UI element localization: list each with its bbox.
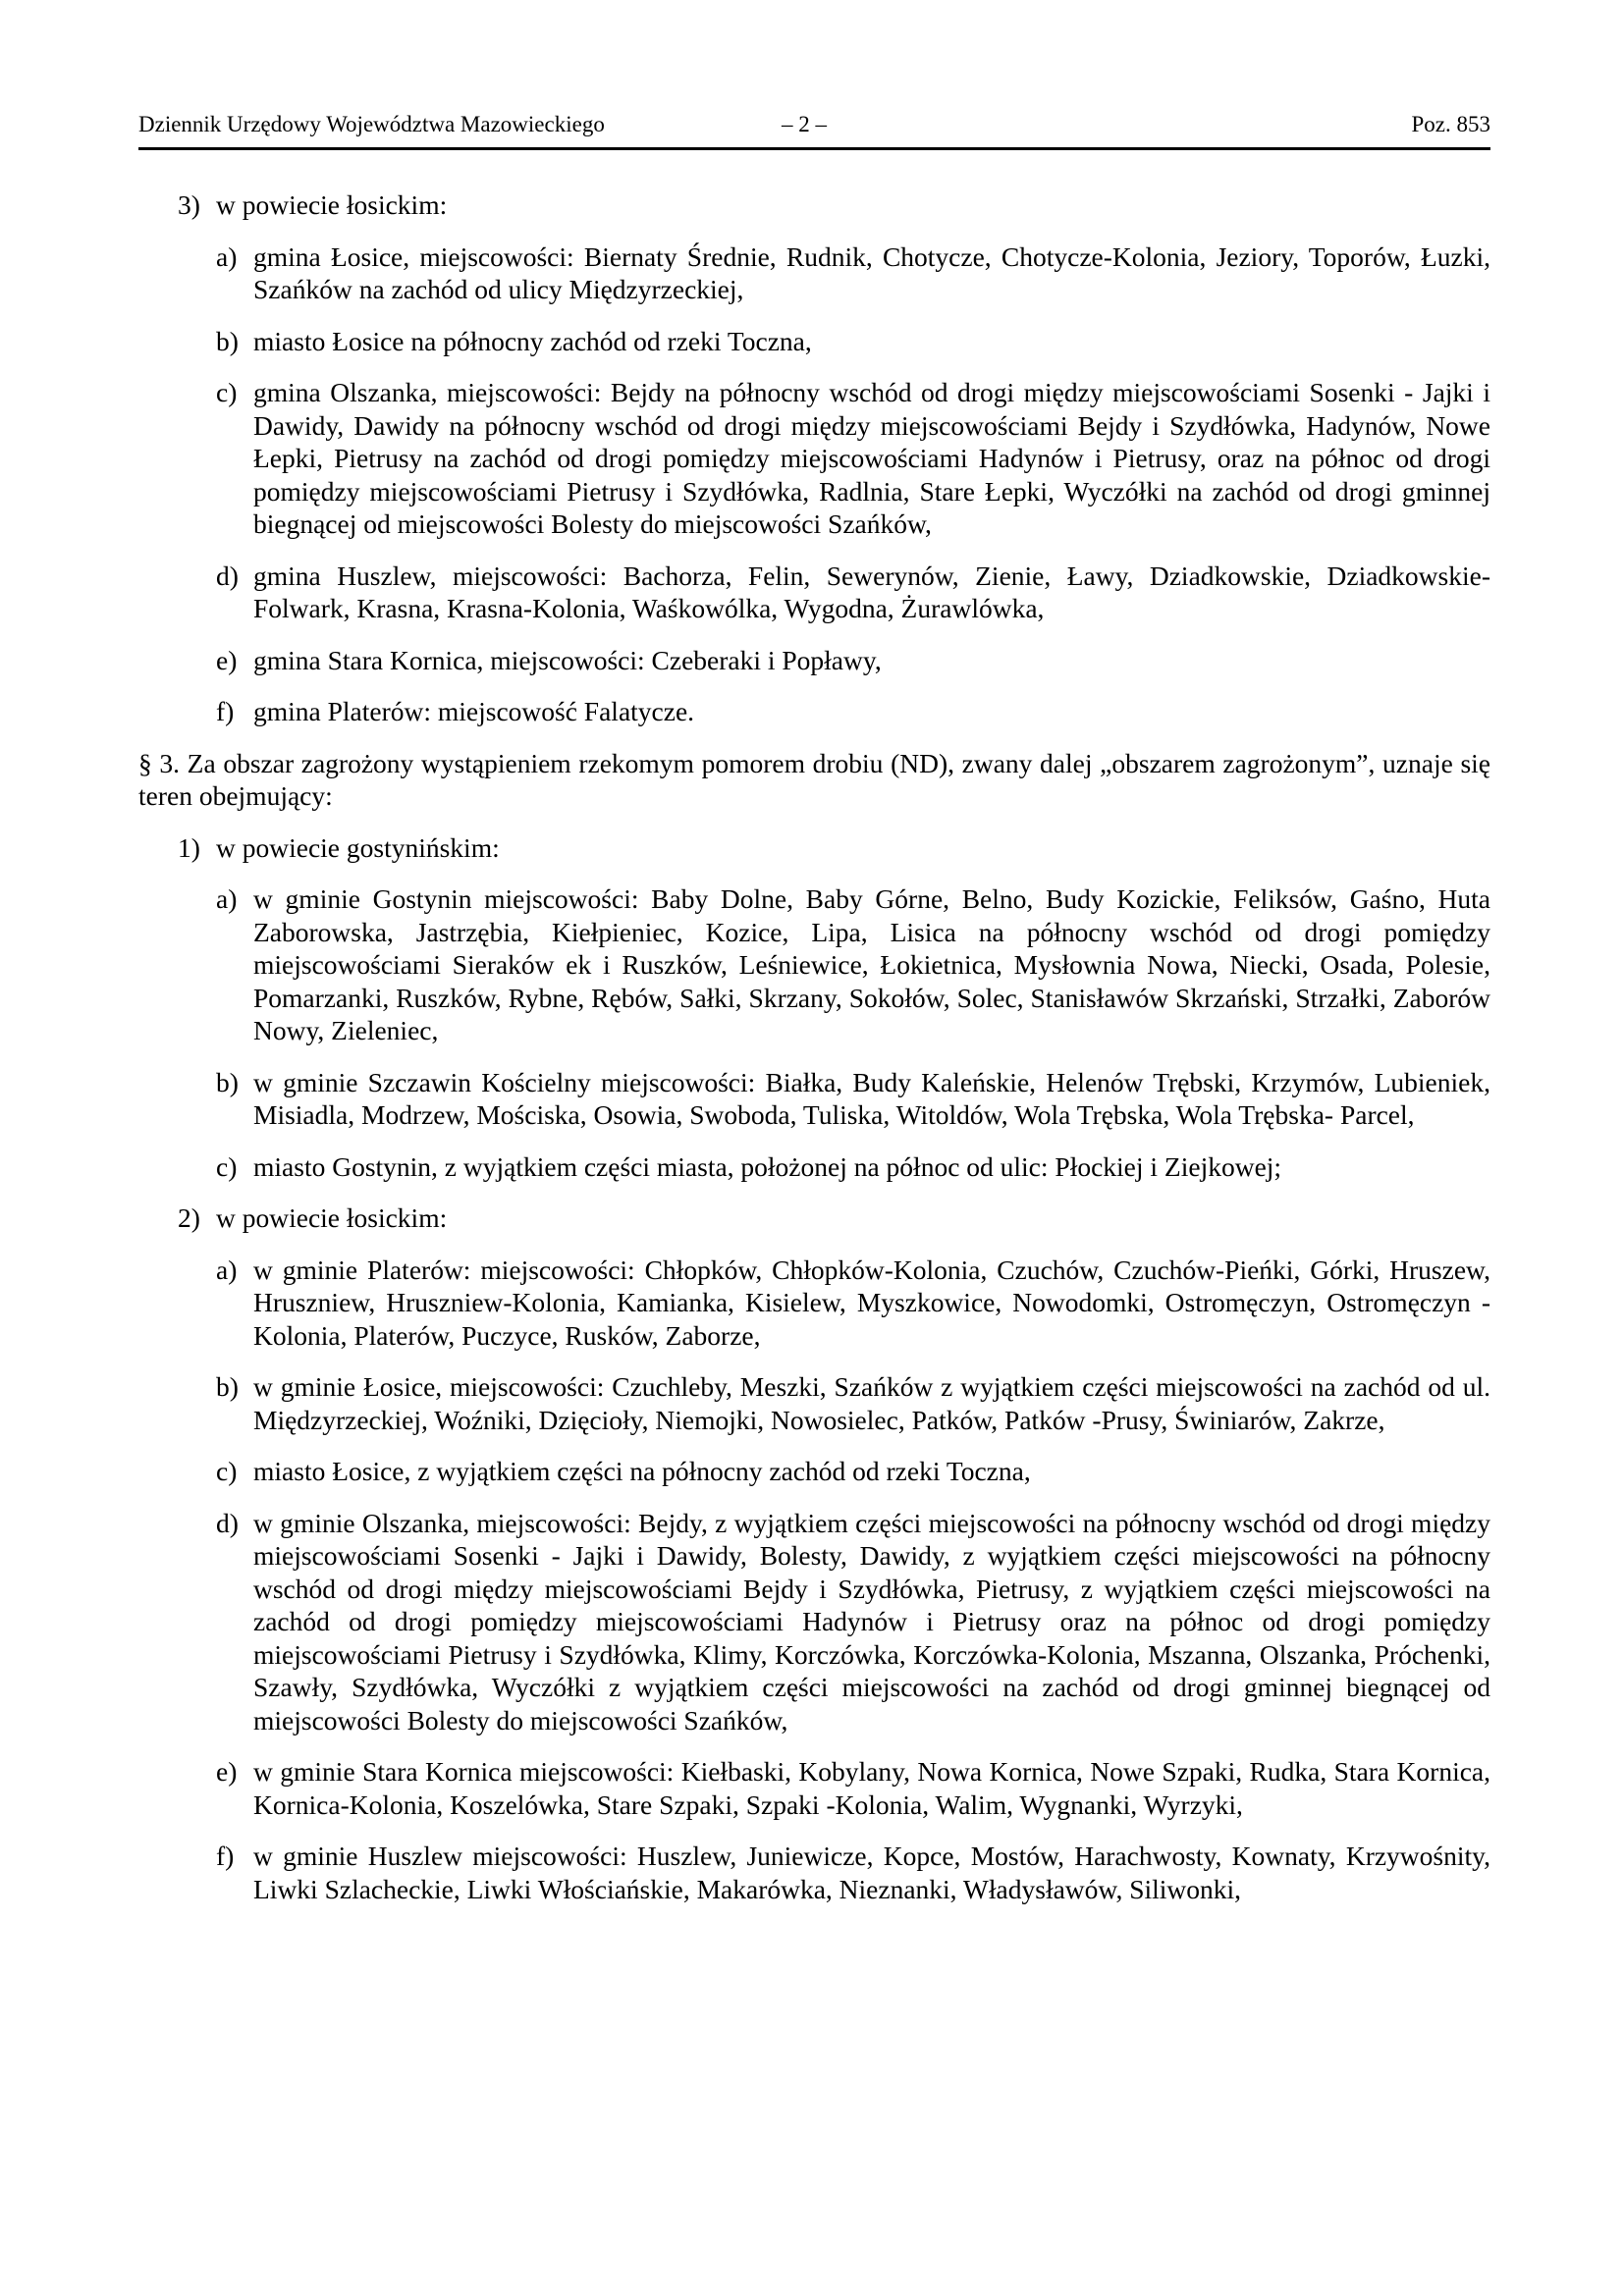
list-item: d) gmina Huszlew, miejscowości: Bachorza, Felin, Sewerynów, Zienie, Ławy, Dziadkowskie, Dziadkowskie-Folwark, Krasna, Krasna-Kolonia, Waśkowólka, Wygodna, Żurawlówka, (216, 560, 1490, 623)
list-item: b) miasto Łosice na północny zachód od rzeki Toczna, (216, 325, 812, 356)
list-item: f) gmina Platerów: miejscowość Falatycze. (216, 696, 695, 726)
list-item: f) w gminie Huszlew miejscowości: Huszlew, Juniewicze, Kopce, Mostów, Harachwosty, Kownaty, Krzywośnity, Liwki Szlacheckie, Liwki Włościańskie, Makarówka, Nieznanki, Władysławów, Siliwonki, (216, 1841, 1490, 1904)
list-item: c) miasto Łosice, z wyjątkiem części na północny zachód od rzeki Toczna, (216, 1456, 1031, 1486)
list-item: a) w gminie Platerów: miejscowości: Chłopków, Chłopków-Kolonia, Czuchów, Czuchów-Pieńki, Górki, Hruszew, Hruszniew, Hruszniew-Kolonia, Kamianka, Kisielew, Myszkowice, Nowodomki, Ostromęczyn, Ostromęczyn -Kolonia, Platerów, Puczyce, Rusków, Zaborze, (216, 1254, 1490, 1351)
list-item: 3) w powiecie łosickim: (178, 189, 448, 220)
journal-title: Dziennik Urzędowy Województwa Mazowieckiego (138, 112, 605, 136)
list-item: b) w gminie Łosice, miejscowości: Czuchleby, Meszki, Szańków z wyjątkiem części miejscowości na zachód od ul. Międzyrzeckiej, Woźniki, Dzięcioły, Niemojki, Nowosielec, Patków, Patków -Prusy, Świniarów, Zakrze, (216, 1371, 1490, 1435)
header-rule (138, 147, 1490, 150)
list-item: c) gmina Olszanka, miejscowości: Bejdy na północny wschód od drogi między miejscowościami Sosenki - Jajki i Dawidy, Dawidy na północny wschód od drogi między miejscowościami Bejdy i Szydłówka, Hadynów, Nowe Łepki, Pietrusy na zachód od drogi pomiędzy miejscowościami Hadynów i Pietrusy, oraz na północ od drogi pomiędzy miejscowościami Pietrusy i Szydłówka, Radlnia, Stare Łepki, Wyczółki na zachód od drogi gminnej biegnącej od miejscowości Bolesty do miejscowości Szańków, (216, 377, 1490, 539)
page-number: – 2 – (782, 112, 827, 136)
list-item: c) miasto Gostynin, z wyjątkiem części miasta, położonej na północ od ulic: Płockiej i Ziejkowej; (216, 1150, 1282, 1182)
list-item: a) gmina Łosice, miejscowości: Biernaty Średnie, Rudnik, Chotycze, Chotycze-Kolonia, Jeziory, Toporów, Łuzki, Szańków na zachód od ulicy Międzyrzeckiej, (216, 240, 1490, 304)
list-item: d) w gminie Olszanka, miejscowości: Bejdy, z wyjątkiem części miejscowości na północny wschód od drogi między miejscowościami Sosenki - Jajki i Dawidy, Bolesty, Dawidy, z wyjątkiem części miejscowości na północny wschód od drogi między miejscowościami Bejdy i Szydłówka, Pietrusy, z wyjątkiem części miejscowości na zachód od drogi pomiędzy miejscowościami Hadynów i Pietrusy oraz na północ od drogi pomiędzy miejscowościami Pietrusy i Szydłówka, Klimy, Korczówka, Korczówka-Kolonia, Mszanna, Olszanka, Próchenki, Szawły, Szydłówka, Wyczółki z wyjątkiem części miejscowości na zachód od drogi gminnej biegnącej od miejscowości Bolesty do miejscowości Szańków, (216, 1507, 1490, 1735)
list-item: a) w gminie Gostynin miejscowości: Baby Dolne, Baby Górne, Belno, Budy Kozickie, Feliksów, Gaśno, Huta Zaborowska, Jastrzębia, Kiełpieniec, Kozice, Lipa, Lisica na północny wschód od drogi pomiędzy miejscowościami Sieraków ek i Ruszków, Leśniewice, Łokietnica, Mysłownia Nowa, Niecki, Osada, Polesie, Pomarzanki, Ruszków, Rybne, Rębów, Sałki, Skrzany, Sokołów, Solec, Stanisławów Skrzański, Strzałki, Zaborów Nowy, Zieleniec, (216, 883, 1490, 1045)
list-item: e) w gminie Stara Kornica miejscowości: Kiełbaski, Kobylany, Nowa Kornica, Nowe Szpaki, Rudka, Stara Kornica, Kornica-Kolonia, Koszelówka, Stare Szpaki, Szpaki -Kolonia, Walim, Wygnanki, Wyrzyki, (216, 1756, 1490, 1820)
list-item: e) gmina Stara Kornica, miejscowości: Czeberaki i Popławy, (216, 644, 882, 675)
list-item: 1) w powiecie gostynińskim: (178, 831, 500, 863)
section-paragraph: § 3. Za obszar zagrożony wystąpieniem rzekomym pomorem drobiu (ND), zwany dalej „obszarem zagrożonym”, uznaje się teren obejmujący: (138, 747, 1490, 811)
position-number: Poz. 853 (1411, 112, 1490, 136)
list-item: b) w gminie Szczawin Kościelny miejscowości: Białka, Budy Kaleńskie, Helenów Trębski, Krzymów, Lubieniek, Misiadla, Modrzew, Mościska, Osowia, Swoboda, Tuliska, Witoldów, Wola Trębska, Wola Trębska- Parcel, (216, 1066, 1490, 1130)
page-header (138, 110, 1490, 149)
document-body (138, 188, 1490, 1924)
list-item: 2) w powiecie łosickim: (178, 1202, 448, 1233)
